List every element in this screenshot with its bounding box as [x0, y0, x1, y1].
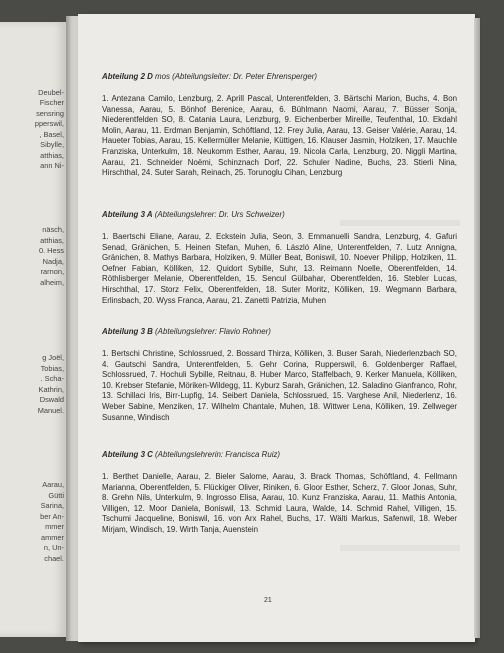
left-page-fragment: n, Un-	[43, 543, 64, 552]
student-list: 1. Baertschi Eliane, Aarau, 2. Eckstein Julia, Seon, 3. Emmanuelli Sandra, Lenzburg, 4. Gafuri Senad, Gränichen, 5. Heinen Stefan, Muhen, 6. László Aline, Unterentfelden, 7. Lutz Annigna, Gränichen, 8. Mathys Barbara, Holziken, 9. Müller Beat, Boniswil, 10. Noever Philipp, Holziken, 11. Oefner Fabian, Kölliken, 12. Quidort Sybille, Suhr, 13. Reimann Noelle, Oberentfelden, 14. Röthlisberger Melanie, Oberentfelden, 15. Sencul Gülbahar, Oberentfelden, 16. Stebler Lucas, Hirschthal, 17. Storz Felix, Oberentfelden, 18. Suter Moritz, Kölliken, 19. Wegmann Barbara, Erlinsbach, 20. Wyss Franca, Aarau, 21. Zanetti Patrizia, Muhen	[102, 232, 457, 305]
student-list: 1. Berthet Danielle, Aarau, 2. Bieler Salome, Aarau, 3. Brack Thomas, Schöftland, 4. Fellmann Marianna, Oberentfelden, 5. Flückiger Oliver, Riniken, 6. Gloor Esther, Scherz, 7. Gloor Jonas, Suhr, 8. Grehn Nils, Unterkulm, 9. Ingrosso Elisa, Aarau, 10. Kunz Franziska, Aarau, 11. Mathis Antonia, Villigen, 12. Moor Daniela, Boniswil, 13. Schmid Laura, Walde, 14. Schmid Rahel, Villigen, 15. Tschumi Jacqueline, Boniswil, 16. von Arx Rahel, Buchs, 17. Wälti Markus, Safenwil, 18. Weber Mirjam, Windisch, 19. Wirth Tanja, Auenstein	[102, 472, 457, 534]
left-facing-page	[0, 22, 66, 637]
class-label: Abteilung 3 B	[102, 327, 153, 336]
left-page-fragment: Nadja,	[42, 257, 64, 266]
left-page-fragment: rarnon,	[40, 267, 64, 276]
left-page-fragment: sensring	[36, 109, 64, 118]
left-page-fragment: Dswald	[39, 395, 64, 404]
left-page-fragment: Fischer	[39, 98, 64, 107]
left-page-fragment: Kathrin,	[38, 385, 64, 394]
teacher-label: (Abteilungslehrerin: Francisca Ruiz)	[152, 450, 281, 459]
left-page-fragment: Aarau,	[42, 480, 64, 489]
page-number: 21	[264, 597, 272, 604]
left-page-fragment: ann Ni-	[40, 161, 64, 170]
left-page-fragment: Manuel.	[37, 406, 64, 415]
left-page-fragment: atthias,	[40, 236, 64, 245]
teacher-label: mos (Abteilungsleiter: Dr. Peter Ehrensperger)	[152, 72, 318, 81]
teacher-label: (Abteilungslehrer: Flavio Rohner)	[152, 327, 271, 336]
left-page-fragment: Tobias,	[40, 364, 64, 373]
left-page-fragment: mmer	[45, 522, 64, 531]
class-label: Abteilung 3 A	[102, 210, 153, 219]
class-section-3a	[102, 209, 457, 306]
left-page-fragment: Sarina,	[40, 501, 64, 510]
section-heading	[102, 209, 457, 220]
class-section-3b	[102, 326, 457, 423]
left-page-fragment: atthias,	[40, 151, 64, 160]
section-heading	[102, 449, 457, 460]
student-list: 1. Bertschi Christine, Schlossrued, 2. Bossard Thirza, Kölliken, 3. Buser Sarah, Niederlenzbach SO, 4. Gautschi Sandra, Unterentfelden, 5. Gehr Corina, Rupperswil, 6. Goldenberger Raffael, Schlossrued, 7. Hochuli Sybille, Reitnau, 8. Huber Marco, Staffelbach, 9. Kerker Manuela, Kölliken, 10. Krebser Stefanie, Möriken-Wildegg, 11. Kyburz Sarah, Gränichen, 12. Saladino Gianfranco, Rohr, 13. Schillaci Iris, Birr-Lupfig, 14. Seibert Daniela, Schlossrued, 15. Varghese Anil, Niederlenz, 16. Weber Sabine, Menziken, 17. Wilhelm Chantale, Muhen, 18. Wittwer Lena, Kölliken, 19. Zellweger Susanne, Windisch	[102, 349, 457, 422]
class-label: Abteilung 3 C	[102, 450, 153, 459]
left-page-fragment: chael.	[44, 554, 64, 563]
left-page-fragment: Gütti	[48, 491, 64, 500]
section-heading	[102, 326, 457, 337]
bleed-through-mark	[340, 545, 460, 551]
teacher-label: (Abteilungslehrer: Dr. Urs Schweizer)	[152, 210, 285, 219]
student-list: 1. Antezana Camilo, Lenzburg, 2. Aprill Pascal, Unterentfelden, 3. Bärtschi Marion, Buchs, 4. Bon Vanessa, Aarau, 5. Bönhof Berenice, Aarau, 6. Bühlmann Naomi, Aarau, 7. Büsser Sonja, Niederentfelden SO, 8. Catania Laura, Lenzburg, 9. Eichenberber Mireille, Teufenthal, 10. Ekdahl Molin, Aarau, 11. Erdman Benjamin, Schöftland, 12. Frey Julia, Aarau, 13. Geiser Valérie, Aarau, 14. Haueter Tobias, Aarau, 15. Kellermüller Melanie, Küttigen, 16. Klauser Jasmin, Holziken, 17. Mauchle Franziska, Unterkulm, 18. Neukomm Esther, Aarau, 19. Nicola Carla, Lenzburg, 20. Niggli Martina, Aarau, 21. Schneider Noëmi, Schinznach Dorf, 22. Schuler Nadine, Buchs, 23. Stierli Nina, Hirschthal, 24. Suter Sarah, Reinach, 25. Torunoglu Cihan, Lenzburg	[102, 94, 457, 178]
section-heading	[102, 71, 457, 82]
left-page-fragment: näsch,	[42, 225, 64, 234]
left-page-fragment: Deubel-	[38, 88, 64, 97]
left-page-fragment: ber An-	[40, 512, 64, 521]
left-page-fragment: pperswil,	[34, 119, 64, 128]
left-page-fragment: alheim,	[40, 278, 64, 287]
left-page-fragment: Sibylle,	[40, 140, 64, 149]
left-page-fragment: 0. Hess	[38, 246, 64, 255]
left-page-fragment: ammer	[41, 533, 64, 542]
class-section-2d	[102, 71, 457, 179]
class-section-3c	[102, 449, 457, 536]
left-page-fragment: , Basel,	[39, 130, 64, 139]
left-page-fragment: g Joël,	[42, 353, 64, 362]
left-page-fragment: . Scha-	[40, 374, 64, 383]
page-edge	[474, 18, 480, 638]
class-label: Abteilung 2 D	[102, 72, 153, 81]
